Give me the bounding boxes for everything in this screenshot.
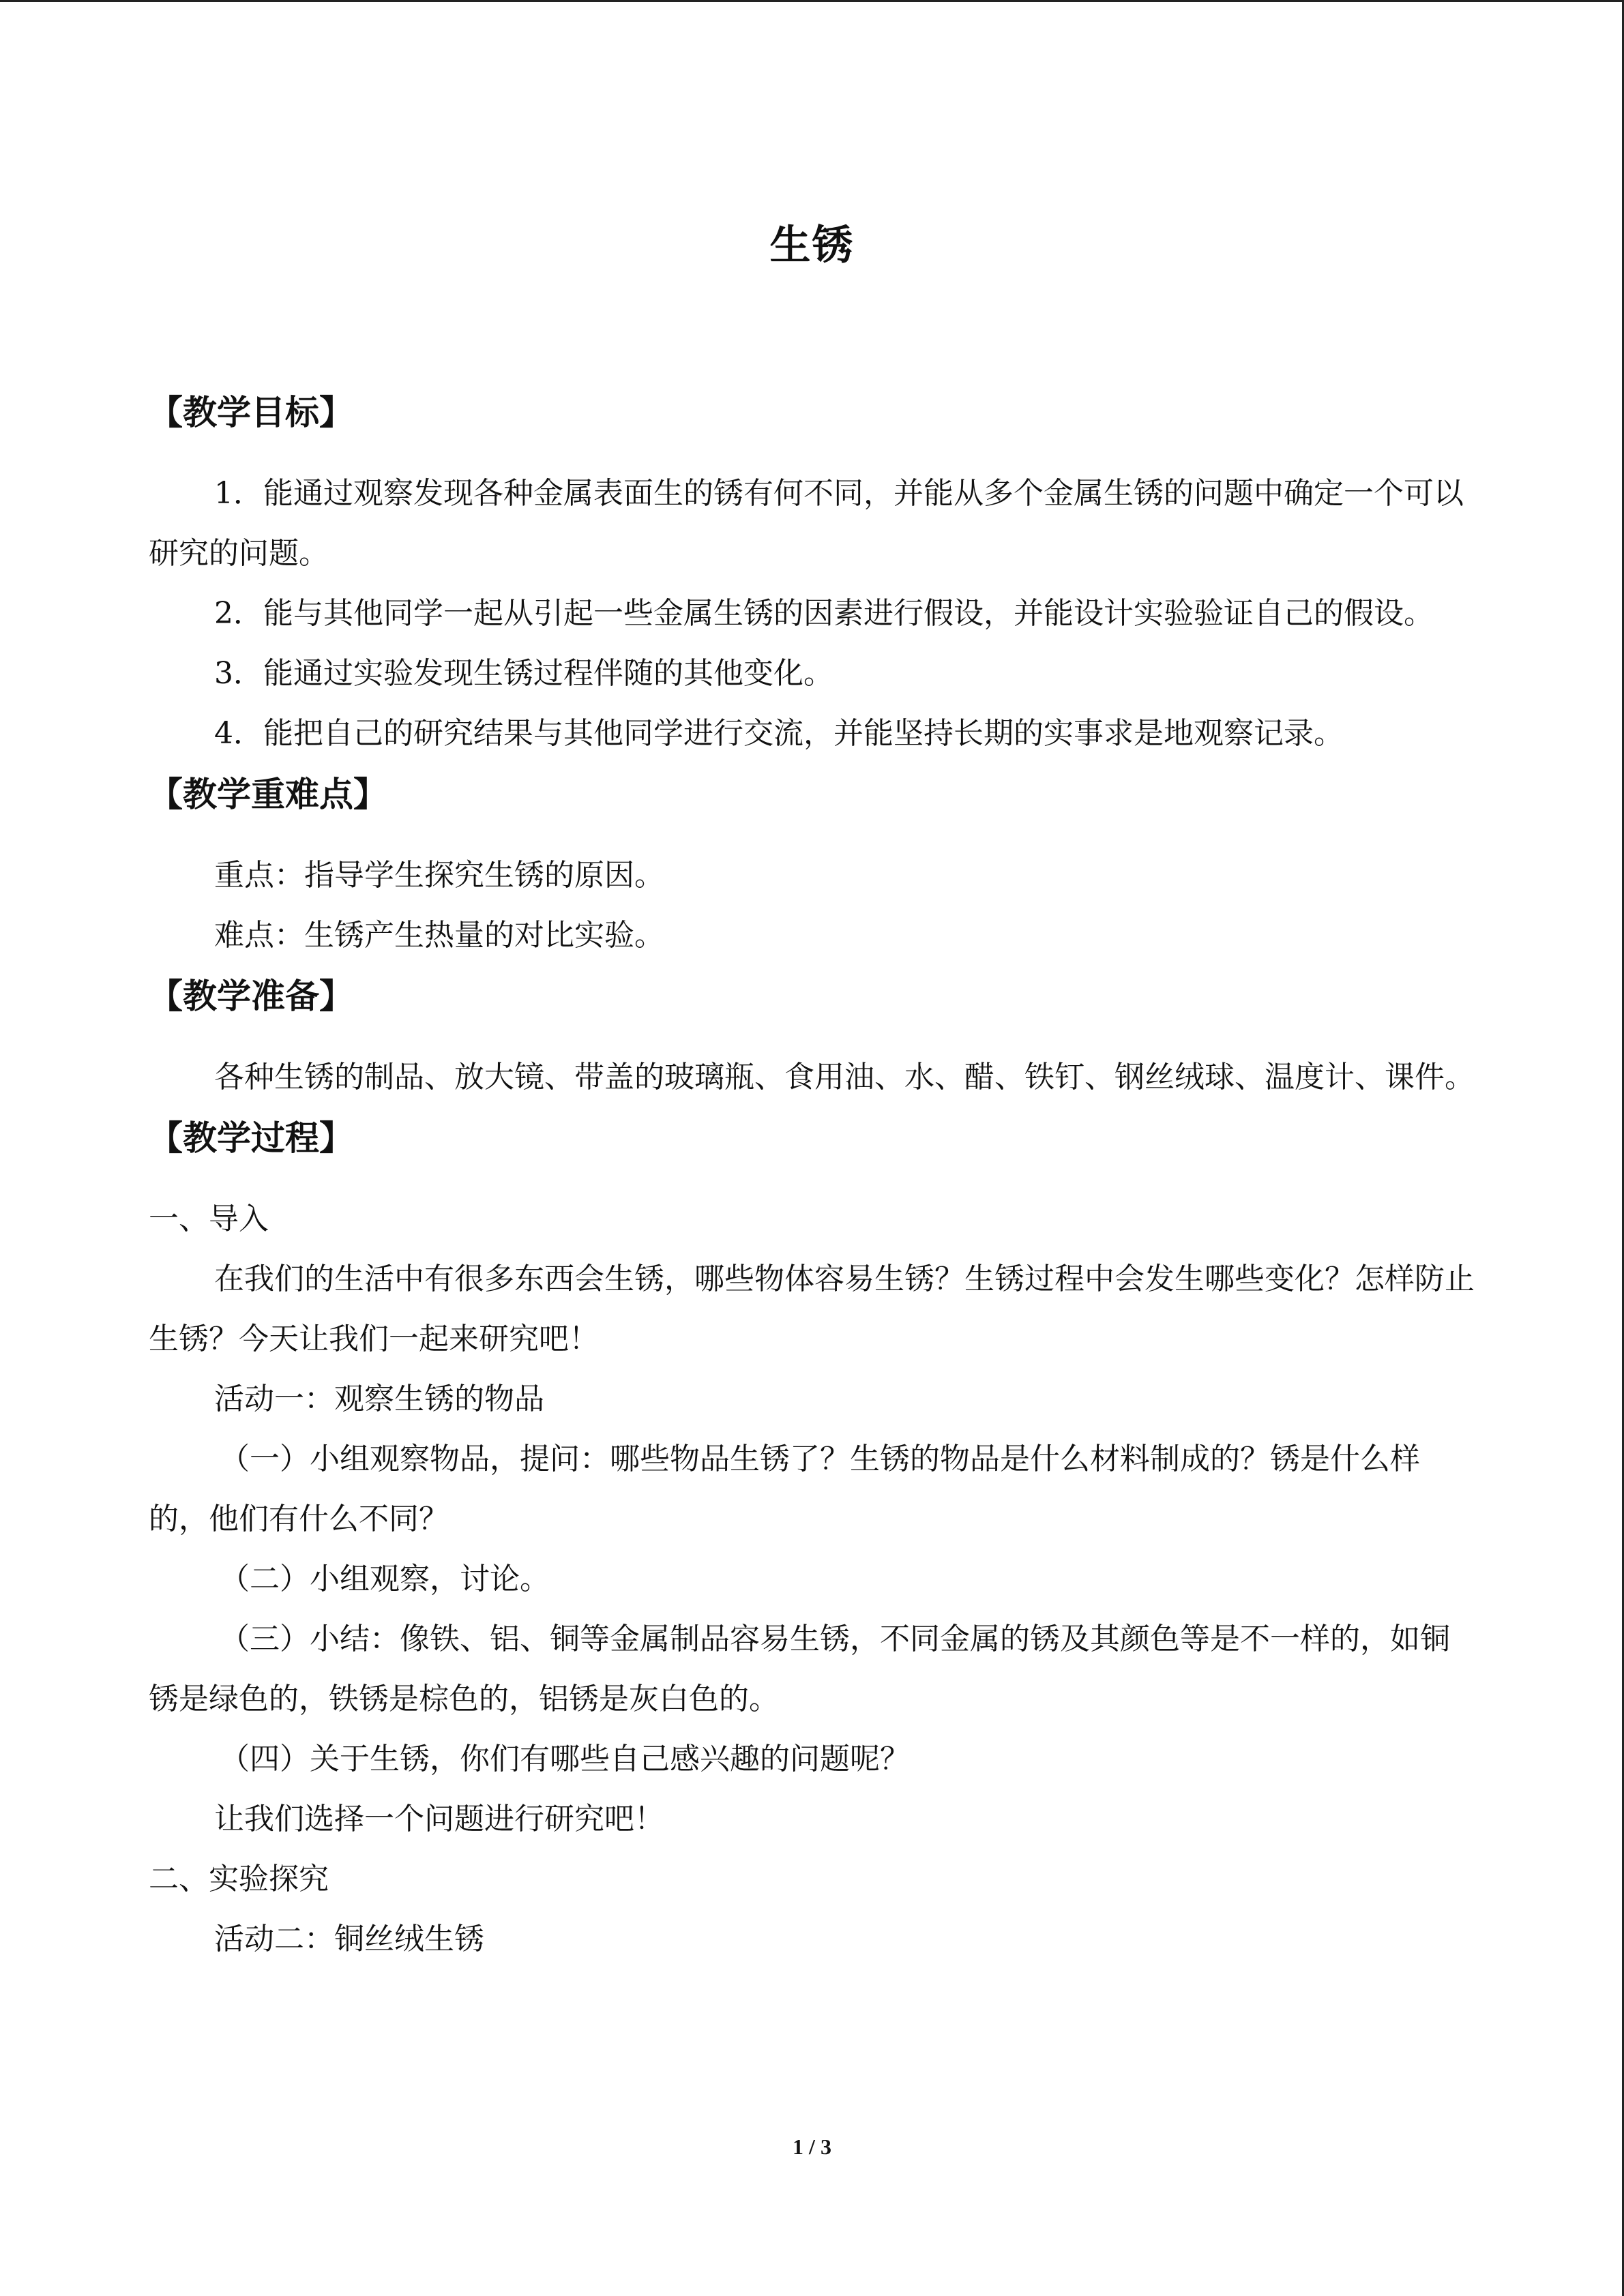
section-heading-preparation: 【教学准备】 — [149, 976, 353, 1016]
activity1-step-1: （一）小组观察物品，提问：哪些物品生锈了？生锈的物品是什么材料制成的？锈是什么样的，他们有什么不同？ — [149, 1442, 1420, 1536]
section-heading-goals: 【教学目标】 — [149, 393, 353, 432]
process-part2-title: 二、实验探究 — [149, 1862, 329, 1896]
difficult-point-item: 难点：生锈产生热量的对比实验。 — [214, 918, 664, 953]
activity1-step-4: （四）关于生锈，你们有哪些自己感兴趣的问题呢？ — [220, 1742, 910, 1776]
goal-item-1: 1．能通过观察发现各种金属表面生的锈有何不同，并能从多个金属生锈的问题中确定一个可以研究的问题。 — [149, 476, 1464, 571]
page-number: 1 / 3 — [793, 2134, 831, 2159]
key-point-item: 重点：指导学生探究生锈的原因。 — [214, 858, 664, 893]
activity2-title: 活动二：铜丝绒生锈 — [214, 1922, 484, 1956]
process-part1-title: 一、导入 — [149, 1202, 269, 1236]
document-title: 生锈 — [769, 222, 855, 269]
activity1-step-2: （二）小组观察，讨论。 — [220, 1562, 550, 1596]
activity1-title: 活动一：观察生锈的物品 — [214, 1382, 544, 1416]
goal-item-4: 4．能把自己的研究结果与其他同学进行交流，并能坚持长期的实事求是地观察记录。 — [214, 716, 1344, 751]
goal-item-3: 3．能通过实验发现生锈过程伴随的其他变化。 — [214, 656, 833, 691]
goal-item-2: 2．能与其他同学一起从引起一些金属生锈的因素进行假设，并能设计实验验证自己的假设。 — [214, 596, 1434, 631]
preparation-text: 各种生锈的制品、放大镜、带盖的玻璃瓶、食用油、水、醋、铁钉、钢丝绒球、温度计、课件。 — [214, 1060, 1475, 1094]
activity1-step-3: （三）小结：像铁、铝、铜等金属制品容易生锈，不同金属的锈及其颜色等是不一样的，如铜锈是绿色的，铁锈是棕色的，铝锈是灰白色的。 — [149, 1622, 1450, 1716]
page-border-top — [0, 0, 1624, 2]
intro-text: 在我们的生活中有很多东西会生锈，哪些物体容易生锈？生锈过程中会发生哪些变化？怎样防止生锈？今天让我们一起来研究吧！ — [149, 1262, 1475, 1356]
document-body — [149, 382, 1479, 1969]
transition-text: 让我们选择一个问题进行研究吧！ — [214, 1802, 664, 1836]
section-heading-key-points: 【教学重难点】 — [149, 775, 387, 814]
section-heading-process: 【教学过程】 — [149, 1118, 353, 1158]
